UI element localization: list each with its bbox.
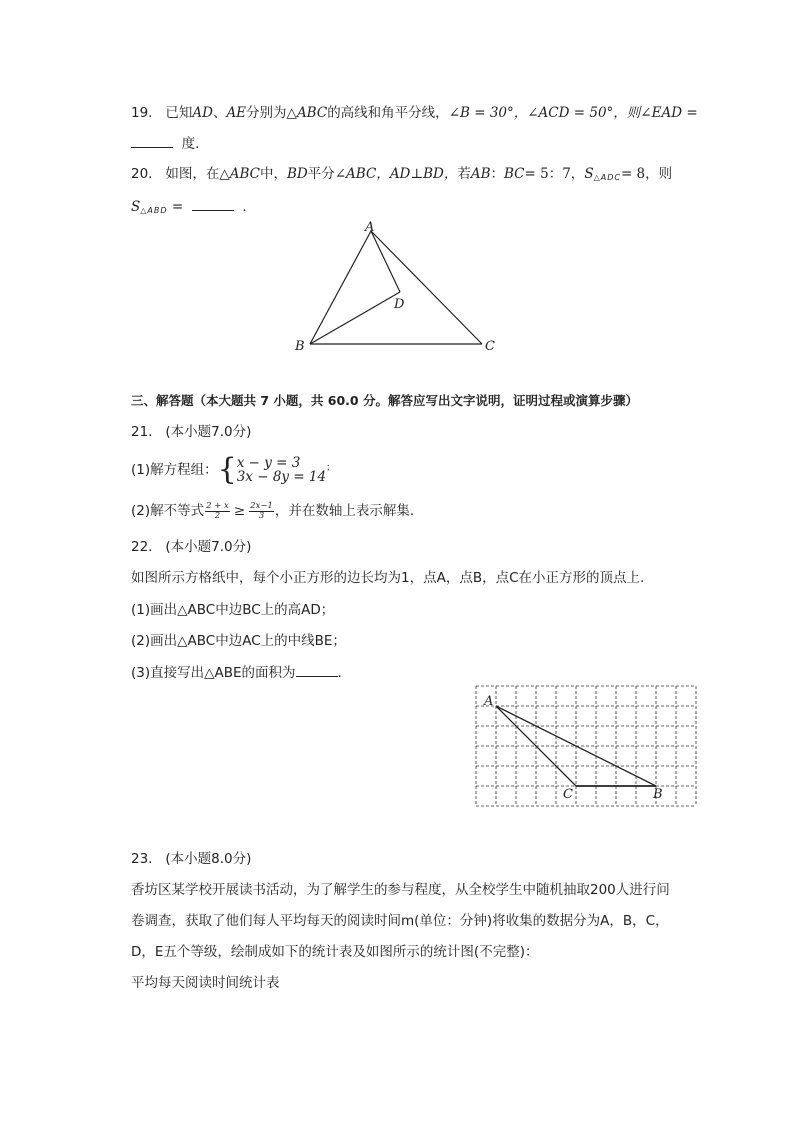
question-22-header: [131, 537, 251, 557]
equation-2: 3x − 8y = 14: [236, 469, 327, 485]
area-symbol: S: [584, 166, 594, 182]
q19-angle-ead: 则∠EAD =: [626, 105, 698, 121]
q23-score: (本小题8.0分): [165, 851, 252, 867]
section-3-title: 三、解答题（本大题共 7 小题，共 60.0 分。解答应写出文字说明，证明过程或演算步骤）: [131, 393, 638, 408]
triangle-figure-20: [290, 215, 510, 360]
q20-segment-ab: AB: [470, 166, 491, 182]
question-20-line-2: [131, 196, 247, 221]
q19-separator: 、: [212, 105, 227, 121]
period: .: [242, 199, 247, 215]
fraction-1: [205, 502, 230, 521]
q21-score: (本小题7.0分): [165, 424, 252, 440]
q23-line-1: 香坊区某学校开展读书活动，为了解学生的参与程度，从全校学生中随机抽取200人进行问: [131, 882, 670, 898]
fraction-2: [249, 502, 274, 521]
grid-lines: [476, 686, 696, 806]
q22-stem: 如图所示方格纸中，每个小正方形的边长均为1，点A，点B，点C在小正方形的顶点上.: [131, 570, 645, 586]
q21-part-2-text: ，并在数轴上表示解集.: [274, 503, 415, 519]
q21-part-1: [131, 451, 335, 485]
question-19-line-2: [131, 133, 199, 154]
q20-segment-bd-2: BD，: [423, 166, 458, 182]
q19-angle-b: ∠B = 30°，: [448, 105, 528, 121]
q19-text-3: 的高线和角平分线，: [327, 105, 449, 121]
q20-text-3: 平分: [307, 166, 335, 182]
answer-blank-22[interactable]: [296, 662, 338, 677]
q19-segment-ad: AD: [192, 105, 213, 121]
q20-triangle-abc: ABC: [229, 166, 260, 182]
q19-number: 19.: [131, 105, 153, 121]
q22-number: 22.: [131, 539, 153, 555]
q19-segment-ae: AE: [226, 105, 247, 121]
q20-area-value: = 8，则: [620, 166, 673, 182]
q20-ratio: = 5：7，: [524, 166, 585, 182]
answer-blank-20[interactable]: [192, 196, 234, 211]
q19-triangle-abc: ABC: [296, 105, 328, 121]
grid-figure-22: [470, 680, 705, 815]
q19-unit: 度.: [181, 136, 200, 152]
q20-angle-abc: ∠ABC，: [334, 166, 390, 182]
fraction-2-denominator: 3: [258, 510, 265, 521]
q22-part-2: (2)画出△ABC中边AC上的中线BE；: [131, 633, 346, 649]
geq-symbol: ≥: [233, 503, 246, 519]
equation-system: [237, 456, 326, 484]
q22-score: (本小题7.0分): [165, 539, 252, 555]
q22-part-1: (1)画出△ABC中边BC上的高AD；: [131, 602, 335, 618]
q19-text: 已知: [165, 105, 193, 121]
label-b: B: [295, 339, 305, 354]
period: .: [337, 665, 342, 681]
equation-1: x − y = 3: [236, 455, 301, 471]
q22-part-3: [131, 662, 342, 683]
q23-line-3: D，E五个等级，绘制成如下的统计表及如图所示的统计图(不完整)：: [131, 944, 539, 960]
question-21-header: [131, 422, 251, 442]
q21-part-2-label: (2)解不等式: [131, 503, 205, 519]
q23-line-2: 卷调查，获取了他们每人平均每天的阅读时间m(单位：分钟)将收集的数据分为A，B，C，: [131, 913, 669, 929]
fraction-2-numerator: 2x−1: [250, 500, 273, 511]
question-23-header: [131, 849, 251, 869]
fraction-1-denominator: 2: [214, 510, 221, 521]
q21-number: 21.: [131, 424, 153, 440]
ratio-colon: ：: [490, 166, 505, 182]
area-subscript-abd: △ABD: [140, 206, 168, 215]
q20-number: 20.: [131, 166, 153, 182]
q20-segment-bd: BD: [287, 166, 308, 182]
semicolon: ；: [326, 463, 336, 473]
triangle-symbol: △: [286, 105, 297, 121]
segment-ad: [371, 231, 400, 292]
equals-sign: =: [171, 199, 184, 215]
triangle-symbol: △: [219, 166, 230, 182]
question-19-line-1: [131, 103, 698, 123]
perpendicular-symbol: ⊥: [410, 166, 424, 182]
area-subscript-adc: △ADC: [593, 173, 621, 182]
question-20-line-1: [131, 164, 672, 188]
q20-text-4: 若: [457, 166, 471, 182]
q23-table-title: 平均每天阅读时间统计表: [131, 975, 280, 991]
q22-part-3-text: (3)直接写出△ABE的面积为: [131, 665, 296, 681]
answer-blank-19[interactable]: [131, 133, 173, 148]
side-ac: [371, 231, 482, 344]
q20-segment-bc: BC: [504, 166, 525, 182]
q19-text-2: 分别为: [246, 105, 287, 121]
area-symbol: S: [131, 199, 141, 215]
label-a: A: [484, 694, 494, 709]
label-d: D: [394, 297, 405, 312]
q20-text-2: 中，: [260, 166, 287, 182]
q20-segment-ad: AD: [389, 166, 411, 182]
q19-angle-acd: ∠ACD = 50°，: [527, 105, 627, 121]
label-c: C: [485, 339, 495, 354]
q21-part-2: [131, 498, 414, 524]
fraction-1-numerator: 2 + x: [206, 500, 229, 511]
brace-symbol: {: [217, 452, 237, 487]
q23-number: 23.: [131, 851, 153, 867]
q21-part-1-label: (1)解方程组：: [131, 462, 218, 478]
label-b: B: [653, 787, 663, 802]
label-a: A: [365, 220, 375, 235]
label-c: C: [563, 787, 573, 802]
q20-text: 如图，在: [165, 166, 220, 182]
